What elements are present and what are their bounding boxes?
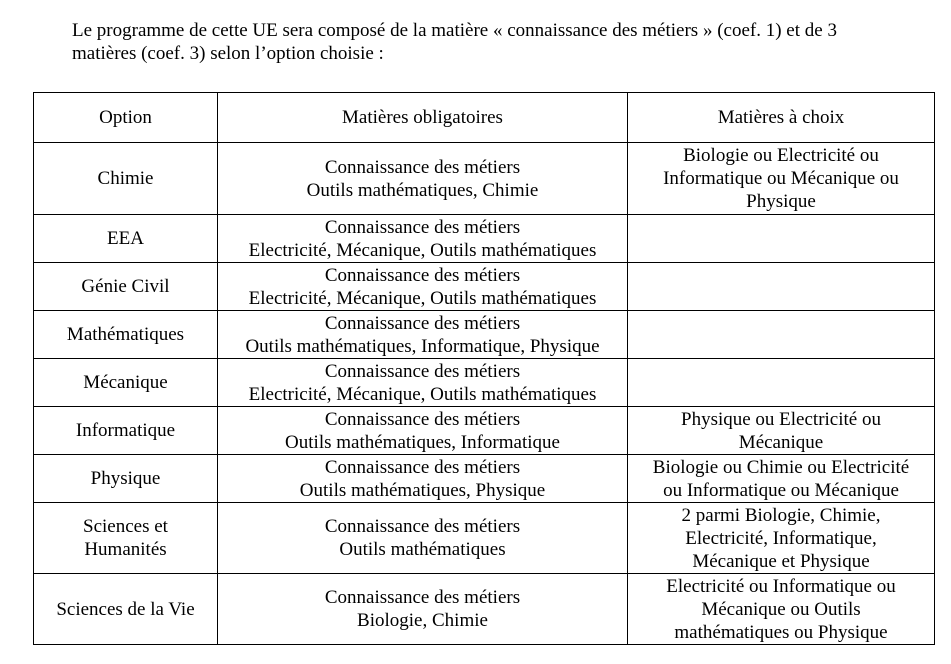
table-row xyxy=(34,263,935,311)
option-cell xyxy=(34,263,218,311)
cell-text-line: Outils mathématiques, Physique xyxy=(299,479,546,501)
options-table xyxy=(33,92,935,645)
cell-text-line: Connaissance des métiers xyxy=(324,456,521,478)
cell-text-line: ou Informatique ou Mécanique xyxy=(663,479,899,501)
table-row xyxy=(34,215,935,263)
cell-text-line: Informatique ou Mécanique ou xyxy=(663,168,899,189)
cell-text-line: Outils mathématiques, Informatique xyxy=(285,431,560,453)
cell-text-line: Mathématiques xyxy=(66,324,185,345)
obligatoires-cell xyxy=(218,574,628,645)
cell-text-line: mathématiques ou Physique xyxy=(674,621,888,643)
cell-text-line: Mécanique xyxy=(83,372,168,393)
choix-cell xyxy=(628,215,935,263)
cell-text-line: Informatique xyxy=(75,420,176,441)
obligatoires-cell xyxy=(218,311,628,359)
cell-text-line: Sciences et xyxy=(83,516,168,537)
obligatoires-cell xyxy=(218,143,628,215)
cell-text-line: 2 parmi Biologie, Chimie, xyxy=(681,504,881,526)
cell-text-line: Connaissance des métiers xyxy=(324,312,521,334)
cell-text-line: Connaissance des métiers xyxy=(324,264,521,286)
cell-text-line: Biologie ou Electricité ou xyxy=(683,145,879,166)
choix-cell xyxy=(628,359,935,407)
option-cell xyxy=(34,407,218,455)
cell-text-line: Outils mathématiques, Informatique, Physique xyxy=(245,335,600,357)
table-row xyxy=(34,143,935,215)
option-cell xyxy=(34,215,218,263)
table-row xyxy=(34,407,935,455)
table-row xyxy=(34,503,935,574)
choix-cell xyxy=(628,311,935,359)
obligatoires-cell xyxy=(218,503,628,574)
cell-text-line: Sciences de la Vie xyxy=(56,598,195,620)
cell-text-line: Physique xyxy=(746,191,816,212)
header-choix: Matières à choix xyxy=(628,93,935,143)
cell-text-line: Humanités xyxy=(84,539,167,560)
choix-cell xyxy=(628,407,935,455)
header-obligatoires: Matières obligatoires xyxy=(218,93,628,143)
cell-text-line: Mécanique et Physique xyxy=(692,550,870,572)
cell-text-line: Electricité, Mécanique, Outils mathématiques xyxy=(248,287,597,309)
option-cell xyxy=(34,455,218,503)
obligatoires-cell xyxy=(218,455,628,503)
cell-text-line: Mécanique ou Outils xyxy=(701,598,861,620)
table-row xyxy=(34,455,935,503)
cell-text-line: Physique ou Electricité ou xyxy=(681,408,881,430)
table-row xyxy=(34,311,935,359)
cell-text-line: Physique xyxy=(90,468,161,489)
cell-text-line: Connaissance des métiers xyxy=(324,408,521,430)
table-row xyxy=(34,359,935,407)
intro-paragraph xyxy=(72,19,932,65)
cell-text-line: Connaissance des métiers xyxy=(324,156,521,178)
choix-cell xyxy=(628,143,935,215)
cell-text-line: Biologie ou Chimie ou Electricité xyxy=(652,456,910,478)
obligatoires-cell xyxy=(218,359,628,407)
cell-text-line: Connaissance des métiers xyxy=(324,360,521,382)
intro-line: Le programme de cette UE sera composé de la matière « connaissance des métiers » (coef. 1) et de 3 xyxy=(72,20,837,41)
cell-text-line: Electricité, Mécanique, Outils mathématiques xyxy=(248,383,597,405)
choix-cell xyxy=(628,503,935,574)
option-cell xyxy=(34,574,218,645)
obligatoires-cell xyxy=(218,263,628,311)
cell-text-line: Connaissance des métiers xyxy=(324,516,521,537)
cell-text-line: Electricité, Mécanique, Outils mathématiques xyxy=(248,239,597,261)
choix-cell xyxy=(628,574,935,645)
table-body xyxy=(34,143,935,645)
cell-text-line: Connaissance des métiers xyxy=(324,216,521,238)
cell-text-line: Connaissance des métiers xyxy=(324,587,521,608)
cell-text-line: Biologie, Chimie xyxy=(357,610,488,631)
cell-text-line: Chimie xyxy=(97,168,154,189)
option-cell xyxy=(34,503,218,574)
option-cell xyxy=(34,143,218,215)
cell-text-line: Electricité, Informatique, xyxy=(685,527,877,549)
cell-text-line: EEA xyxy=(107,228,144,249)
intro-line: matières (coef. 3) selon l’option choisie : xyxy=(72,43,384,64)
choix-cell xyxy=(628,455,935,503)
choix-cell xyxy=(628,263,935,311)
obligatoires-cell xyxy=(218,407,628,455)
option-cell xyxy=(34,311,218,359)
table-header-row xyxy=(34,93,935,143)
cell-text-line: Electricité ou Informatique ou xyxy=(666,575,896,597)
cell-text-line: Outils mathématiques, Chimie xyxy=(306,179,539,201)
header-option: Option xyxy=(34,93,218,143)
option-cell xyxy=(34,359,218,407)
table-row xyxy=(34,574,935,645)
cell-text-line: Mécanique xyxy=(738,431,824,453)
cell-text-line: Outils mathématiques xyxy=(339,539,506,560)
cell-text-line: Génie Civil xyxy=(81,276,170,297)
obligatoires-cell xyxy=(218,215,628,263)
